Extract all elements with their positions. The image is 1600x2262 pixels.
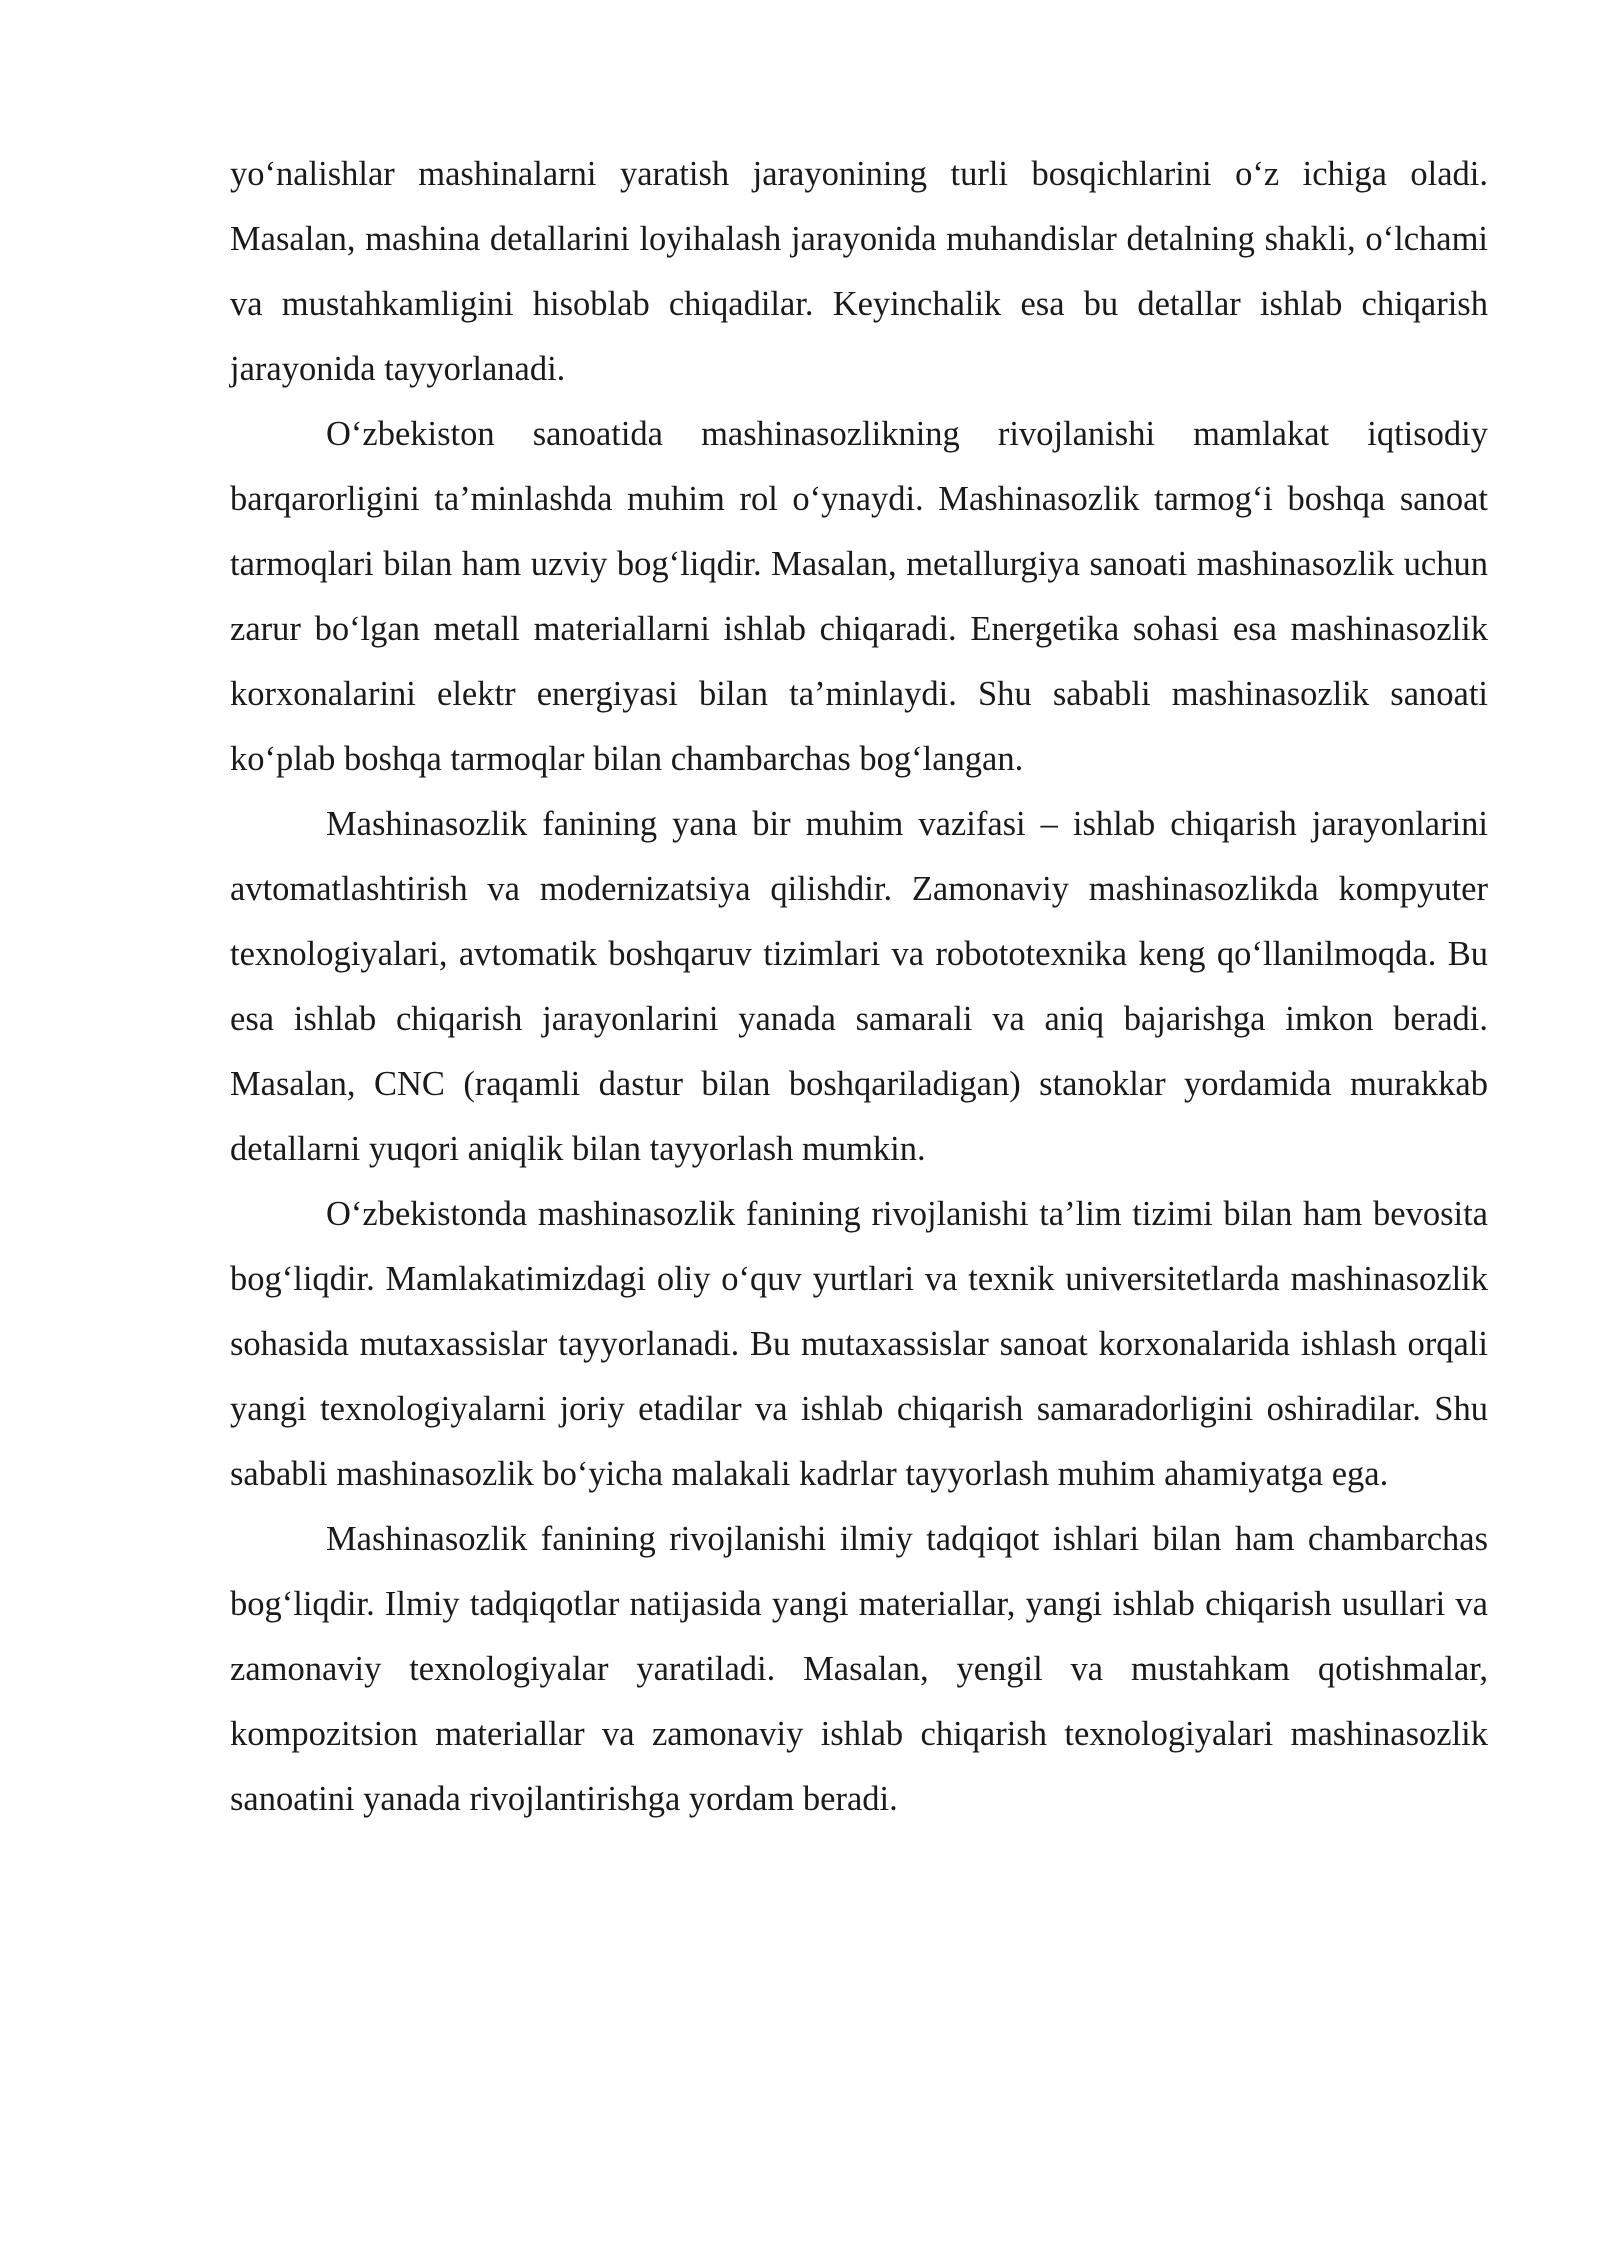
- document-body: [230, 142, 1488, 1832]
- paragraph-1: yo‘nalishlar mashinalarni yaratish jarayonining turli bosqichlarini o‘z ichiga oladi. Masalan, mashina detallarini loyihalash jarayonida muhandislar detalning shakli, o‘lchami va mustahkamligini hisoblab chiqadilar. Keyinchalik esa bu detallar ishlab chiqarish jarayonida tayyorlanadi.: [230, 155, 1488, 388]
- paragraph-2: O‘zbekiston sanoatida mashinasozlikning rivojlanishi mamlakat iqtisodiy barqarorligini ta’minlashda muhim rol o‘ynaydi. Mashinasozlik tarmog‘i boshqa sanoat tarmoqlari bilan ham uzviy bog‘liqdir. Masalan, metallurgiya sanoati mashinasozlik uchun zarur bo‘lgan metall materiallarni ishlab chiqaradi. Energetika sohasi esa mashinasozlik korxonalarini elektr energiyasi bilan ta’minlaydi. Shu sababli mashinasozlik sanoati ko‘plab boshqa tarmoqlar bilan chambarchas bog‘langan.: [230, 415, 1488, 778]
- paragraph-3: Mashinasozlik fanining yana bir muhim vazifasi – ishlab chiqarish jarayonlarini avtomatlashtirish va modernizatsiya qilishdir. Zamonaviy mashinasozlikda kompyuter texnologiyalari, avtomatik boshqaruv tizimlari va robototexnika keng qo‘llanilmoqda. Bu esa ishlab chiqarish jarayonlarini yanada samarali va aniq bajarishga imkon beradi. Masalan, CNC (raqamli dastur bilan boshqariladigan) stanoklar yordamida murakkab detallarni yuqori aniqlik bilan tayyorlash mumkin.: [230, 805, 1488, 1168]
- paragraph-4: O‘zbekistonda mashinasozlik fanining rivojlanishi ta’lim tizimi bilan ham bevosita bog‘liqdir. Mamlakatimizdagi oliy o‘quv yurtlari va texnik universitetlarda mashinasozlik sohasida mutaxassislar tayyorlanadi. Bu mutaxassislar sanoat korxonalarida ishlash orqali yangi texnologiyalarni joriy etadilar va ishlab chiqarish samaradorligini oshiradilar. Shu sababli mashinasozlik bo‘yicha malakali kadrlar tayyorlash muhim ahamiyatga ega.: [230, 1195, 1488, 1493]
- paragraph-5: Mashinasozlik fanining rivojlanishi ilmiy tadqiqot ishlari bilan ham chambarchas bog‘liqdir. Ilmiy tadqiqotlar natijasida yangi materiallar, yangi ishlab chiqarish usullari va zamonaviy texnologiyalar yaratiladi. Masalan, yengil va mustahkam qotishmalar, kompozitsion materiallar va zamonaviy ishlab chiqarish texnologiyalari mashinasozlik sanoatini yanada rivojlantirishga yordam beradi.: [230, 1520, 1488, 1818]
